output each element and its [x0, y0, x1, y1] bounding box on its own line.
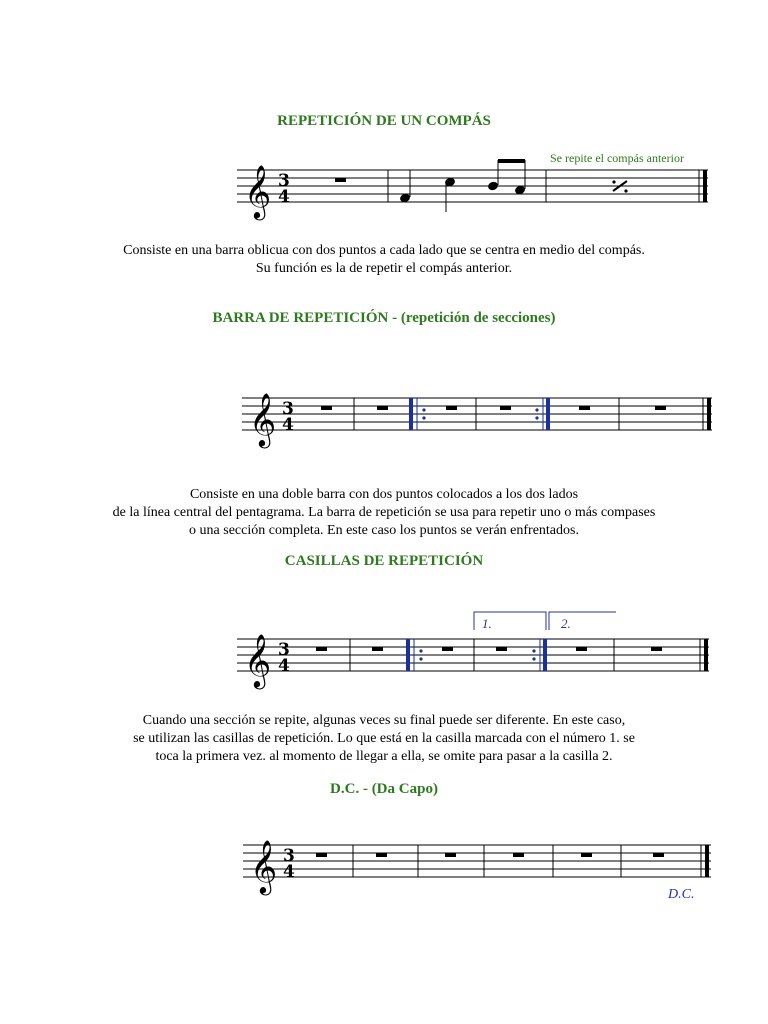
time-signature-top: 3	[278, 171, 290, 191]
treble-clef-icon: 𝄞	[244, 164, 272, 218]
time-signature-bottom: 4	[278, 656, 290, 676]
section-title-da-capo: D.C. - (Da Capo)	[330, 781, 438, 797]
staff-annotation-repeat: Se repite el compás anterior	[550, 151, 684, 165]
section-title-repeat-bar: BARRA DE REPETICIÓN - (repetición de secciones)	[212, 310, 556, 326]
time-signature-top: 3	[278, 640, 290, 660]
rest-symbols	[316, 853, 664, 857]
paragraph-line: Consiste en una barra oblicua con dos puntos a cada lado que se centra en medio del compás.	[123, 243, 645, 258]
time-signature-top: 3	[282, 399, 294, 419]
paragraph-line: Consiste en una doble barra con dos puntos colocados a los dos lados	[189, 487, 579, 502]
treble-clef-icon: 𝄞	[249, 392, 277, 446]
paragraph-line: se utilizan las casillas de repetición. Lo que está en la casilla marcada con el número 1. se	[133, 731, 635, 746]
paragraph-line: Cuando una sección se repite, algunas veces su final puede ser diferente. En este caso,	[142, 713, 626, 728]
section-title-endings: CASILLAS DE REPETICIÓN	[284, 553, 484, 569]
treble-clef-icon: 𝄞	[250, 839, 278, 893]
ending-label-1: 1.	[482, 616, 492, 631]
treble-clef-icon: 𝄞	[244, 633, 272, 687]
paragraph-line: de la línea central del pentagrama. La barra de repetición se usa para repetir uno o más compases	[112, 505, 656, 520]
section-title-measure-repeat: REPETICIÓN DE UN COMPÁS	[277, 113, 491, 129]
ending-label-2: 2.	[561, 616, 571, 631]
paragraph-line: Su función es la de repetir el compás anterior.	[255, 261, 513, 276]
da-capo-label: D.C.	[668, 887, 695, 902]
paragraph-line: o una sección completa. En este caso los puntos se verán enfrentados.	[189, 523, 579, 538]
time-signature-bottom: 4	[282, 415, 294, 435]
time-signature-bottom: 4	[283, 862, 295, 882]
time-signature-top: 3	[283, 846, 295, 866]
paragraph-line: toca la primera vez. al momento de llegar a ella, se omite para pasar a la casilla 2.	[155, 749, 613, 764]
time-signature-bottom: 4	[278, 187, 290, 207]
